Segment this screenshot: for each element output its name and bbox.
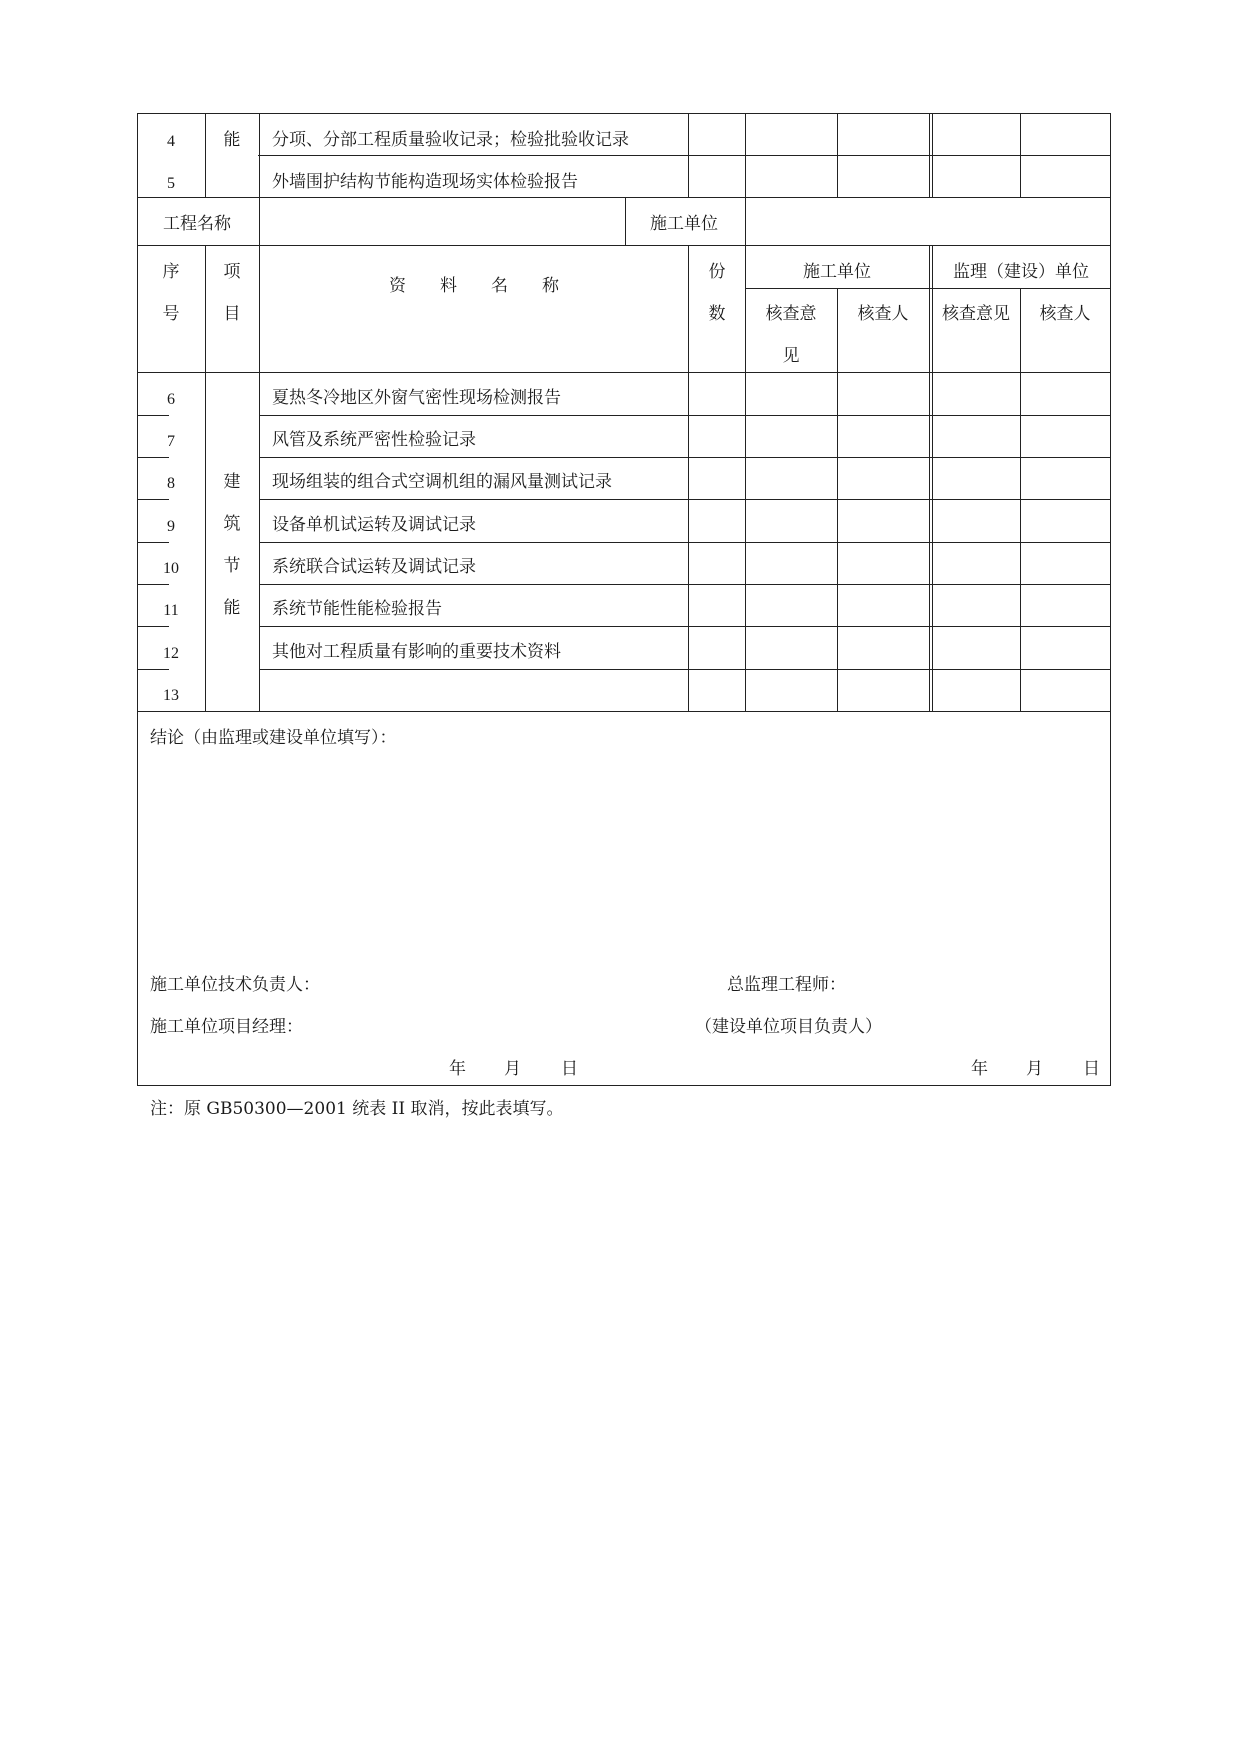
category-char: 建	[223, 472, 241, 492]
row-seq: 8	[167, 475, 175, 492]
col-divider	[1020, 288, 1021, 711]
row-divider	[137, 499, 169, 500]
category-char: 能	[223, 598, 241, 618]
col-divider	[929, 113, 930, 198]
header-check-opinion: 见	[782, 346, 800, 366]
col-divider	[837, 288, 838, 711]
row-5-seq: 5	[167, 175, 175, 192]
row-divider	[259, 415, 1111, 416]
date-month: 月	[504, 1059, 521, 1079]
construction-unit-field[interactable]	[746, 198, 1109, 244]
project-name-field[interactable]	[260, 198, 624, 244]
date-day: 日	[561, 1059, 578, 1079]
header-seq: 序	[162, 262, 180, 282]
row-name: 其他对工程质量有影响的重要技术资料	[272, 642, 561, 662]
header-supervision-check-opinion: 核查意见	[942, 304, 1010, 324]
header-construction-unit: 施工单位	[803, 262, 871, 282]
row-divider	[137, 415, 169, 416]
date-year: 年	[971, 1059, 988, 1079]
col-divider	[1020, 113, 1021, 198]
col-divider	[259, 113, 260, 198]
row-seq: 9	[167, 518, 175, 535]
row-name: 风管及系统严密性检验记录	[272, 430, 476, 450]
date-day: 日	[1083, 1059, 1100, 1079]
conclusion-label: 结论（由监理或建设单位填写）：	[150, 728, 397, 748]
row-divider	[259, 584, 1111, 585]
row-divider	[137, 542, 169, 543]
row-divider	[137, 669, 169, 670]
header-subdivider	[745, 288, 1111, 289]
col-divider	[688, 113, 689, 198]
row-name: 夏热冬冷地区外窗气密性现场检测报告	[272, 388, 561, 408]
date-month: 月	[1026, 1059, 1043, 1079]
conclusion-field[interactable]	[140, 755, 1108, 965]
header-item: 项	[223, 262, 241, 282]
col-divider	[259, 245, 260, 711]
project-name-label: 工程名称	[163, 214, 231, 234]
header-item: 目	[223, 304, 241, 324]
row-divider	[137, 372, 1111, 373]
header-copies: 份	[708, 262, 726, 282]
col-divider	[932, 113, 933, 198]
chief-supervisor-label: 总监理工程师：	[727, 975, 846, 995]
table-border-right	[1110, 113, 1111, 1086]
row-seq: 12	[163, 645, 179, 662]
row-divider	[259, 457, 1111, 458]
construction-unit-label: 施工单位	[650, 214, 718, 234]
row-name: 系统节能性能检验报告	[272, 599, 442, 619]
col-divider	[688, 245, 689, 711]
col-divider	[837, 113, 838, 198]
row-divider	[258, 155, 1111, 156]
header-seq: 号	[162, 304, 180, 324]
col-divider	[932, 245, 933, 711]
row-4-name: 分项、分部工程质量验收记录；检验批验收记录	[272, 130, 629, 150]
row-divider	[137, 584, 169, 585]
col-divider	[625, 197, 626, 246]
col-divider	[205, 113, 206, 198]
row-seq: 6	[167, 391, 175, 408]
header-check-opinion: 核查意	[765, 304, 817, 324]
row-name: 系统联合试运转及调试记录	[272, 557, 476, 577]
row-name: 现场组装的组合式空调机组的漏风量测试记录	[272, 472, 612, 492]
category-char: 筑	[223, 514, 241, 534]
row-divider	[137, 245, 1111, 246]
owner-lead-label: （建设单位项目负责人）	[695, 1017, 882, 1037]
table-border-top	[137, 113, 1111, 114]
tech-lead-label: 施工单位技术负责人：	[150, 975, 320, 995]
header-copies: 数	[708, 304, 726, 324]
table-border-bottom	[137, 1085, 1111, 1086]
header-supervision-unit: 监理（建设）单位	[953, 262, 1089, 282]
footnote: 注：原 GB50300—2001 统表 II 取消，按此表填写。	[150, 1099, 564, 1119]
project-manager-label: 施工单位项目经理：	[150, 1017, 303, 1037]
row-seq: 11	[163, 602, 179, 619]
category-char: 节	[223, 556, 241, 576]
row-divider	[137, 711, 1111, 712]
row-divider	[259, 669, 1111, 670]
row-5-name: 外墙围护结构节能构造现场实体检验报告	[272, 172, 578, 192]
row-divider	[259, 499, 1111, 500]
col-divider	[205, 245, 206, 711]
col-divider	[745, 113, 746, 198]
row-4-seq: 4	[167, 133, 175, 150]
table-border-left	[137, 113, 138, 1086]
row-seq: 13	[163, 687, 179, 704]
row-seq: 10	[163, 560, 179, 577]
col-divider	[929, 245, 930, 711]
date-year: 年	[449, 1059, 466, 1079]
row-divider	[137, 626, 169, 627]
row-divider	[259, 626, 1111, 627]
header-supervision-checker: 核查人	[1039, 304, 1091, 324]
row-4-category: 能	[223, 130, 241, 150]
row-divider	[259, 542, 1111, 543]
header-material-name: 资 料 名 称	[389, 276, 559, 296]
row-seq: 7	[167, 433, 175, 450]
row-divider	[137, 457, 169, 458]
header-checker: 核查人	[857, 304, 909, 324]
col-divider	[745, 245, 746, 711]
row-name: 设备单机试运转及调试记录	[272, 515, 476, 535]
